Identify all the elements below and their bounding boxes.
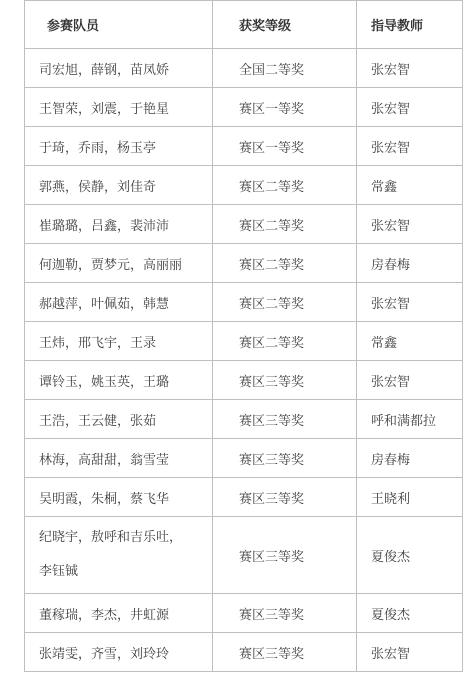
award-level-cell: 赛区三等奖	[213, 400, 357, 439]
team-members-line: 李钰铖	[39, 564, 79, 579]
team-members-cell: 王浩，王云健，张茹	[25, 400, 213, 439]
award-level-cell: 赛区二等奖	[213, 166, 357, 205]
table-header-row	[25, 1, 463, 49]
table-row	[25, 127, 463, 166]
teacher-cell: 张宏智	[357, 88, 463, 127]
teacher-cell: 张宏智	[357, 205, 463, 244]
teacher-cell: 张宏智	[357, 633, 463, 672]
teacher-cell: 张宏智	[357, 361, 463, 400]
teacher-cell: 房春梅	[357, 439, 463, 478]
team-members-cell: 郝越萍，叶佩茹，韩慧	[25, 283, 213, 322]
table-row	[25, 633, 463, 672]
award-level-cell: 赛区二等奖	[213, 205, 357, 244]
header-members: 参赛队员	[25, 1, 213, 49]
table-row	[25, 244, 463, 283]
team-members-cell: 林海，高甜甜，翁雪莹	[25, 439, 213, 478]
team-members-cell: 崔璐璐，吕鑫，裴沛沛	[25, 205, 213, 244]
award-level-cell: 赛区三等奖	[213, 439, 357, 478]
award-level-cell: 赛区三等奖	[213, 361, 357, 400]
awards-table	[24, 0, 463, 672]
teacher-cell: 呼和满都拉	[357, 400, 463, 439]
teacher-cell: 常鑫	[357, 322, 463, 361]
teacher-cell: 夏俊杰	[357, 517, 463, 594]
teacher-cell: 常鑫	[357, 166, 463, 205]
award-level-cell: 全国二等奖	[213, 49, 357, 88]
teacher-cell: 张宏智	[357, 283, 463, 322]
team-members-cell: 董稼瑞，李杰，井虹源	[25, 594, 213, 633]
table-row	[25, 166, 463, 205]
table-row	[25, 439, 463, 478]
header-teacher: 指导教师	[357, 1, 463, 49]
award-level-cell: 赛区三等奖	[213, 517, 357, 594]
award-level-cell: 赛区一等奖	[213, 88, 357, 127]
team-members-cell: 谭铃玉，姚玉英，王璐	[25, 361, 213, 400]
teacher-cell: 房春梅	[357, 244, 463, 283]
team-members-cell: 王智荣，刘震，于艳星	[25, 88, 213, 127]
table-row	[25, 400, 463, 439]
table-row	[25, 49, 463, 88]
table-row	[25, 594, 463, 633]
award-level-cell: 赛区二等奖	[213, 244, 357, 283]
team-members-cell: 司宏旭，薛钢，苗凤娇	[25, 49, 213, 88]
table-row	[25, 322, 463, 361]
team-members-cell: 郭燕，侯静，刘佳奇	[25, 166, 213, 205]
teacher-cell: 张宏智	[357, 127, 463, 166]
team-members-cell: 王炜，邢飞宇，王录	[25, 322, 213, 361]
teacher-cell: 张宏智	[357, 49, 463, 88]
team-members-cell: 张靖雯，齐雪，刘玲玲	[25, 633, 213, 672]
table-row	[25, 478, 463, 517]
team-members-cell: 吴明霞，朱桐，蔡飞华	[25, 478, 213, 517]
team-members-cell: 何迦勒，贾梦元，高丽丽	[25, 244, 213, 283]
teacher-cell: 王晓利	[357, 478, 463, 517]
table-row	[25, 361, 463, 400]
team-members-cell: 于琦，乔雨，杨玉亭	[25, 127, 213, 166]
award-level-cell: 赛区一等奖	[213, 127, 357, 166]
award-level-cell: 赛区三等奖	[213, 594, 357, 633]
teacher-cell: 夏俊杰	[357, 594, 463, 633]
award-level-cell: 赛区三等奖	[213, 478, 357, 517]
team-members-cell	[25, 517, 213, 594]
award-level-cell: 赛区三等奖	[213, 633, 357, 672]
header-award-level: 获奖等级	[213, 1, 357, 49]
award-level-cell: 赛区二等奖	[213, 322, 357, 361]
table-row	[25, 88, 463, 127]
table-row	[25, 517, 463, 594]
award-level-cell: 赛区二等奖	[213, 283, 357, 322]
table-row	[25, 283, 463, 322]
table-row	[25, 205, 463, 244]
team-members-line: 纪晓宇，敖呼和吉乐吐，	[39, 530, 183, 545]
